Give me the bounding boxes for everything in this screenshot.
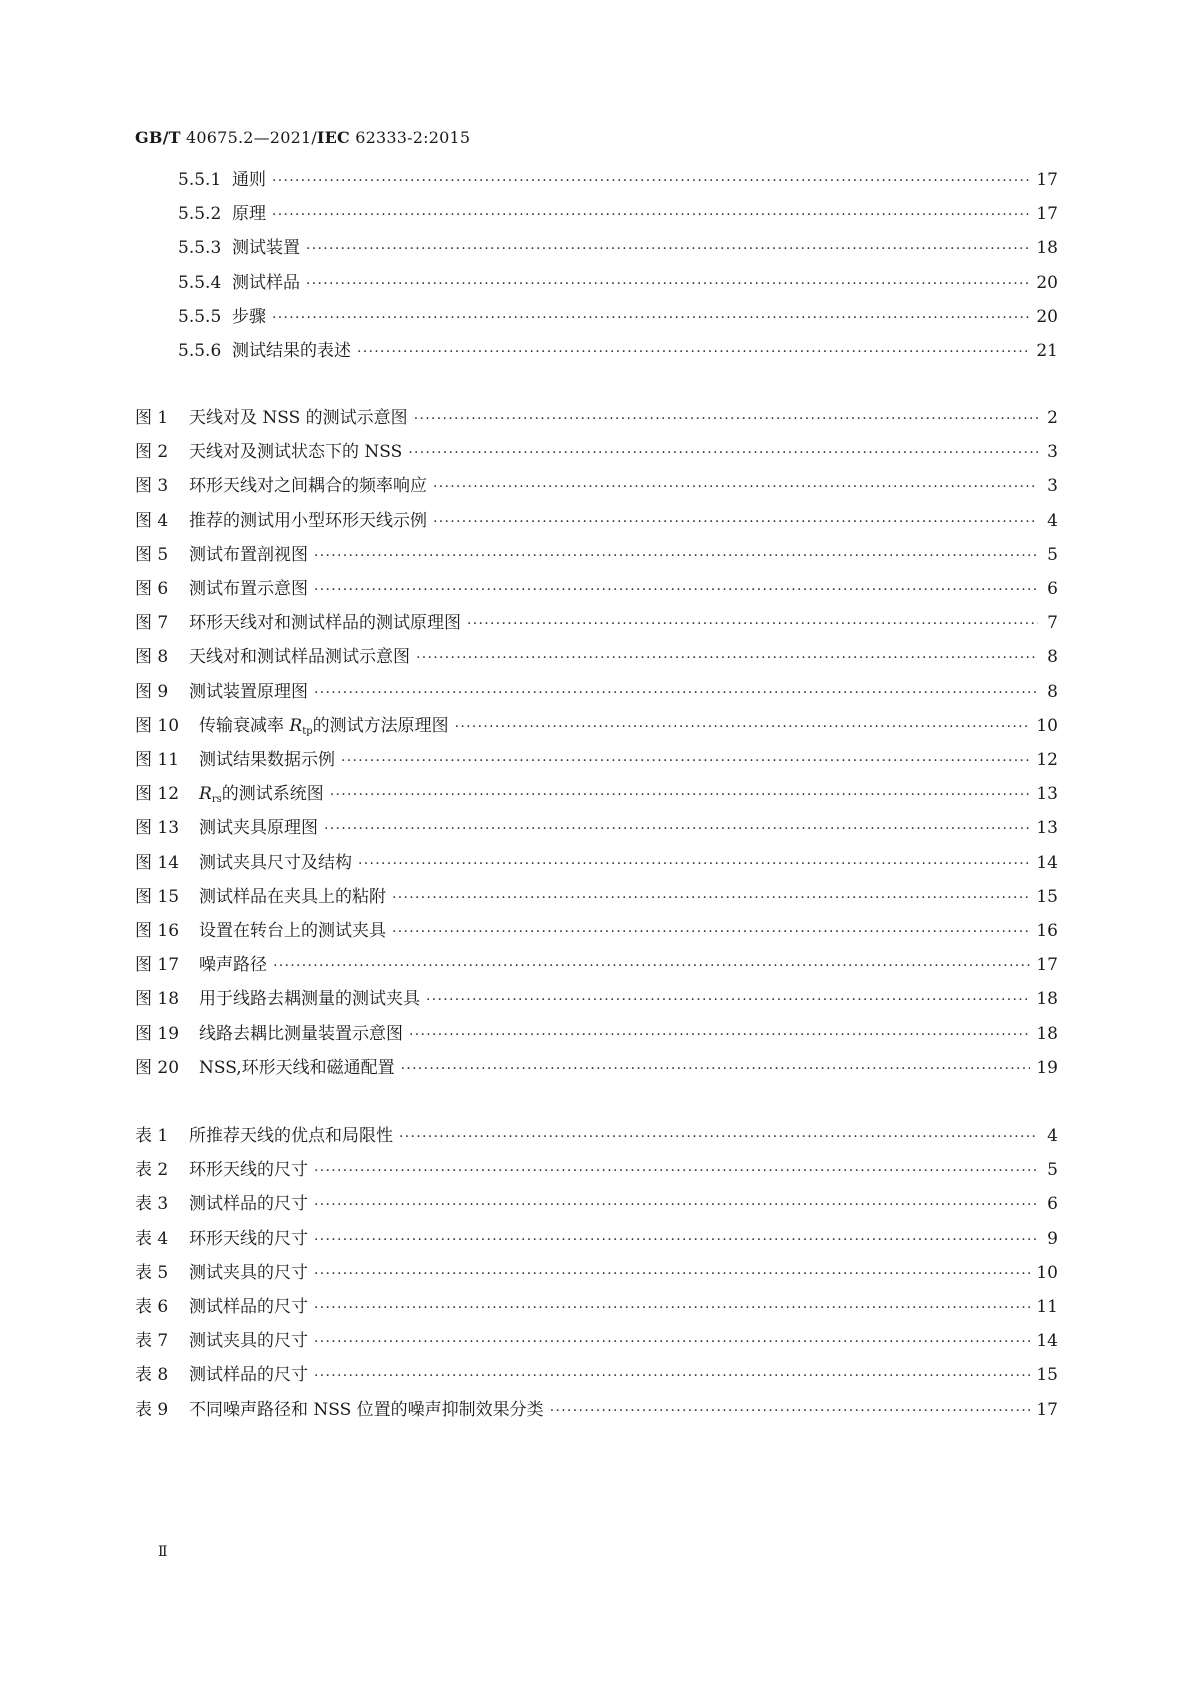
entry-page-number: 7 — [1047, 613, 1058, 634]
entry-page-number: 6 — [1047, 1194, 1058, 1215]
entry-number: 图 9 — [135, 681, 169, 702]
entry-number: 5.5.6 — [178, 341, 222, 361]
leader-dots — [408, 441, 1038, 465]
entry-page-number: 15 — [1036, 886, 1058, 907]
leader-dots — [314, 1330, 1030, 1354]
leader-dots — [314, 1364, 1030, 1388]
entry-page-number: 10 — [1036, 1262, 1058, 1283]
entry-page-number: 2 — [1047, 408, 1058, 428]
entry-page-number: 15 — [1036, 1365, 1058, 1386]
toc-figure-entry[interactable] — [135, 680, 1058, 704]
header-iec-number: 62333-2:2015 — [355, 128, 471, 147]
leader-dots — [392, 920, 1030, 944]
leader-dots — [272, 203, 1030, 227]
entry-page-number: 20 — [1036, 272, 1058, 293]
entry-number: 图 5 — [135, 544, 169, 565]
entry-title: 测试样品 — [232, 272, 300, 293]
entry-title-subscript: rs — [211, 794, 222, 806]
entry-page-number: 18 — [1036, 1023, 1058, 1044]
entry-number: 表 7 — [135, 1331, 169, 1352]
entry-title: 环形天线的尺寸 — [189, 1160, 308, 1181]
leader-dots — [341, 749, 1030, 773]
toc-table-entry[interactable] — [135, 1261, 1058, 1285]
entry-title: 设置在转台上的测试夹具 — [199, 921, 386, 941]
leader-dots — [433, 510, 1038, 534]
leader-dots — [414, 407, 1038, 431]
entry-page-number: 13 — [1036, 818, 1058, 839]
entry-number: 图 20 — [135, 1057, 180, 1078]
entry-number: 表 3 — [135, 1194, 169, 1215]
entry-page-number: 8 — [1047, 647, 1058, 668]
entry-title: 测试装置原理图 — [189, 681, 308, 702]
toc-figure-entry[interactable] — [135, 611, 1058, 635]
entry-page-number: 21 — [1036, 341, 1058, 361]
entry-title-suffix: 的测试系统图 — [221, 784, 324, 805]
leader-dots — [314, 578, 1038, 602]
entry-title: 天线对及 NSS 的测试示意图 — [189, 408, 408, 428]
entry-title: 测试样品的尺寸 — [189, 1365, 308, 1386]
entry-number: 图 4 — [135, 510, 169, 531]
toc-subsection-entry[interactable] — [178, 202, 1058, 226]
entry-title: 环形天线对之间耦合的频率响应 — [189, 476, 427, 497]
entry-title: 不同噪声路径和 NSS 位置的噪声抑制效果分类 — [189, 1399, 544, 1420]
entry-page-number: 10 — [1036, 715, 1058, 736]
leader-dots — [306, 237, 1030, 261]
entry-page-number: 17 — [1036, 170, 1058, 190]
entry-title: 测试样品的尺寸 — [189, 1297, 308, 1317]
page-number: Ⅱ — [158, 1544, 168, 1560]
toc-subsection-entry[interactable] — [178, 339, 1058, 363]
entry-title-suffix: 的测试方法原理图 — [312, 715, 449, 736]
entry-title: NSS,环形天线和磁通配置 — [199, 1057, 395, 1078]
toc-table-entry[interactable] — [135, 1398, 1058, 1422]
toc-figure-entry[interactable] — [135, 440, 1058, 464]
header-iec: IEC — [316, 128, 350, 147]
entry-title: 原理 — [232, 204, 266, 225]
leader-dots — [550, 1399, 1031, 1423]
entry-page-number: 11 — [1036, 1297, 1058, 1317]
entry-number: 5.5.4 — [178, 272, 222, 293]
leader-dots — [426, 988, 1030, 1012]
entry-page-number: 3 — [1047, 476, 1058, 497]
toc-figure-entry[interactable] — [135, 919, 1058, 943]
entry-title: 测试样品在夹具上的粘附 — [199, 886, 386, 907]
toc-figure-entry[interactable] — [135, 987, 1058, 1011]
entry-title: 用于线路去耦测量的测试夹具 — [199, 989, 420, 1010]
entry-number: 表 1 — [135, 1126, 169, 1146]
entry-title: 测试样品的尺寸 — [189, 1194, 308, 1215]
entry-number: 5.5.5 — [178, 306, 222, 327]
entry-page-number: 9 — [1047, 1228, 1058, 1249]
toc-figure-entry[interactable] — [135, 577, 1058, 601]
entry-page-number: 17 — [1036, 1399, 1058, 1420]
entry-title: 环形天线对和测试样品的测试原理图 — [189, 613, 461, 634]
toc-figure-entry[interactable] — [135, 406, 1058, 430]
toc-subsection-entry[interactable] — [178, 236, 1058, 260]
leader-dots — [314, 1262, 1030, 1286]
leader-dots — [455, 715, 1031, 739]
entry-title — [199, 714, 449, 744]
entry-page-number: 17 — [1036, 955, 1058, 976]
leader-dots — [330, 783, 1031, 807]
entry-number: 图 11 — [135, 750, 180, 770]
leader-dots — [314, 1296, 1030, 1320]
header-prefix: GB/T — [135, 128, 181, 147]
entry-number: 表 4 — [135, 1228, 169, 1249]
entry-number: 5.5.2 — [178, 204, 222, 225]
entry-number: 图 3 — [135, 476, 169, 497]
entry-page-number: 17 — [1036, 204, 1058, 225]
leader-dots — [416, 646, 1038, 670]
entry-page-number: 19 — [1036, 1057, 1058, 1078]
entry-page-number: 8 — [1047, 681, 1058, 702]
entry-page-number: 4 — [1047, 510, 1058, 531]
header-standard: 40675.2—2021/ — [186, 128, 317, 147]
entry-title: 通则 — [232, 170, 266, 190]
leader-dots — [357, 340, 1030, 364]
entry-page-number: 6 — [1047, 579, 1058, 599]
entry-number: 图 1 — [135, 408, 169, 428]
leader-dots — [467, 612, 1038, 636]
entry-number: 表 9 — [135, 1399, 169, 1420]
entry-title: 所推荐天线的优点和局限性 — [189, 1126, 393, 1146]
toc-figure-entry[interactable] — [135, 509, 1058, 533]
entry-title: 测试布置示意图 — [189, 579, 308, 599]
entry-number: 图 10 — [135, 715, 180, 736]
toc-figure-entry[interactable] — [135, 885, 1058, 909]
entry-title: 天线对和测试样品测试示意图 — [189, 647, 410, 668]
entry-title: 噪声路径 — [199, 955, 267, 976]
toc-figure-entry[interactable] — [135, 953, 1058, 977]
entry-page-number: 12 — [1036, 750, 1058, 770]
toc-subsection-entry[interactable] — [178, 271, 1058, 295]
entry-title: 测试装置 — [232, 238, 300, 259]
toc-figure-entry[interactable] — [135, 474, 1058, 498]
toc-subsection-entry[interactable] — [178, 168, 1058, 192]
entry-number: 表 5 — [135, 1262, 169, 1283]
toc-table-entry[interactable] — [135, 1124, 1058, 1148]
leader-dots — [306, 272, 1030, 296]
entry-number: 表 8 — [135, 1365, 169, 1386]
leader-dots — [392, 886, 1030, 910]
entry-title: 环形天线的尺寸 — [189, 1228, 308, 1249]
entry-title-subscript: tp — [302, 725, 313, 737]
leader-dots — [401, 1057, 1031, 1081]
entry-number: 5.5.1 — [178, 170, 222, 190]
entry-number: 5.5.3 — [178, 238, 222, 259]
entry-number: 图 14 — [135, 852, 180, 873]
leader-dots — [314, 681, 1038, 705]
toc-figure-entry[interactable] — [135, 748, 1058, 772]
toc-figure-entry[interactable] — [135, 1056, 1058, 1080]
entry-page-number: 16 — [1036, 921, 1058, 941]
leader-dots — [324, 817, 1030, 841]
toc-table-entry[interactable] — [135, 1158, 1058, 1182]
entry-title: 天线对及测试状态下的 NSS — [189, 442, 403, 463]
entry-page-number: 13 — [1036, 784, 1058, 805]
entry-title: 测试布置剖视图 — [189, 544, 308, 565]
leader-dots — [433, 475, 1038, 499]
entry-title: 测试夹具的尺寸 — [189, 1262, 308, 1283]
entry-title — [199, 782, 324, 812]
entry-page-number: 20 — [1036, 306, 1058, 327]
entry-title: 测试结果数据示例 — [199, 750, 335, 770]
entry-number: 图 18 — [135, 989, 180, 1010]
entry-title: 测试夹具尺寸及结构 — [199, 852, 352, 873]
toc-table-entry[interactable] — [135, 1329, 1058, 1353]
entry-title: 线路去耦比测量装置示意图 — [199, 1023, 403, 1044]
entry-page-number: 5 — [1047, 1160, 1058, 1181]
toc-figure-entry[interactable] — [135, 782, 1058, 806]
toc-figure-entry[interactable] — [135, 543, 1058, 567]
leader-dots — [314, 1228, 1038, 1252]
entry-number: 图 17 — [135, 955, 180, 976]
toc-figure-entry[interactable] — [135, 1022, 1058, 1046]
entry-page-number: 18 — [1036, 238, 1058, 259]
entry-page-number: 14 — [1036, 852, 1058, 873]
entry-page-number: 18 — [1036, 989, 1058, 1010]
entry-page-number: 14 — [1036, 1331, 1058, 1352]
toc-table-entry[interactable] — [135, 1227, 1058, 1251]
entry-number: 图 12 — [135, 784, 180, 805]
leader-dots — [399, 1125, 1038, 1149]
entry-number: 表 2 — [135, 1160, 169, 1181]
entry-number: 图 8 — [135, 647, 169, 668]
toc-figure-entry[interactable] — [135, 645, 1058, 669]
toc-table-entry[interactable] — [135, 1363, 1058, 1387]
leader-dots — [314, 1193, 1038, 1217]
entry-title: 测试结果的表述 — [232, 341, 351, 361]
entry-number: 图 16 — [135, 921, 180, 941]
leader-dots — [314, 1159, 1038, 1183]
leader-dots — [272, 169, 1030, 193]
entry-page-number: 4 — [1047, 1126, 1058, 1146]
leader-dots — [272, 306, 1030, 330]
toc-figure-entry[interactable] — [135, 816, 1058, 840]
document-header — [135, 128, 470, 147]
entry-number: 图 2 — [135, 442, 169, 463]
entry-number: 图 19 — [135, 1023, 180, 1044]
entry-number: 图 7 — [135, 613, 169, 634]
leader-dots — [273, 954, 1030, 978]
toc-table-entry[interactable] — [135, 1295, 1058, 1319]
leader-dots — [409, 1023, 1030, 1047]
entry-page-number: 5 — [1047, 544, 1058, 565]
leader-dots — [314, 544, 1038, 568]
toc-table-entry[interactable] — [135, 1192, 1058, 1216]
entry-title: 推荐的测试用小型环形天线示例 — [189, 510, 427, 531]
entry-page-number: 3 — [1047, 442, 1058, 463]
entry-number: 图 13 — [135, 818, 180, 839]
toc-figure-entry[interactable] — [135, 851, 1058, 875]
entry-number: 图 15 — [135, 886, 180, 907]
leader-dots — [358, 852, 1030, 876]
entry-title-prefix: 传输衰减率 — [199, 715, 290, 736]
entry-number: 图 6 — [135, 579, 169, 599]
toc-subsection-entry[interactable] — [178, 305, 1058, 329]
entry-title: 测试夹具的尺寸 — [189, 1331, 308, 1352]
entry-title: 步骤 — [232, 306, 266, 327]
entry-title-variable: R — [199, 784, 212, 805]
entry-title-variable: R — [289, 715, 303, 736]
toc-figure-entry[interactable] — [135, 714, 1058, 738]
entry-number: 表 6 — [135, 1297, 169, 1317]
entry-title: 测试夹具原理图 — [199, 818, 318, 839]
